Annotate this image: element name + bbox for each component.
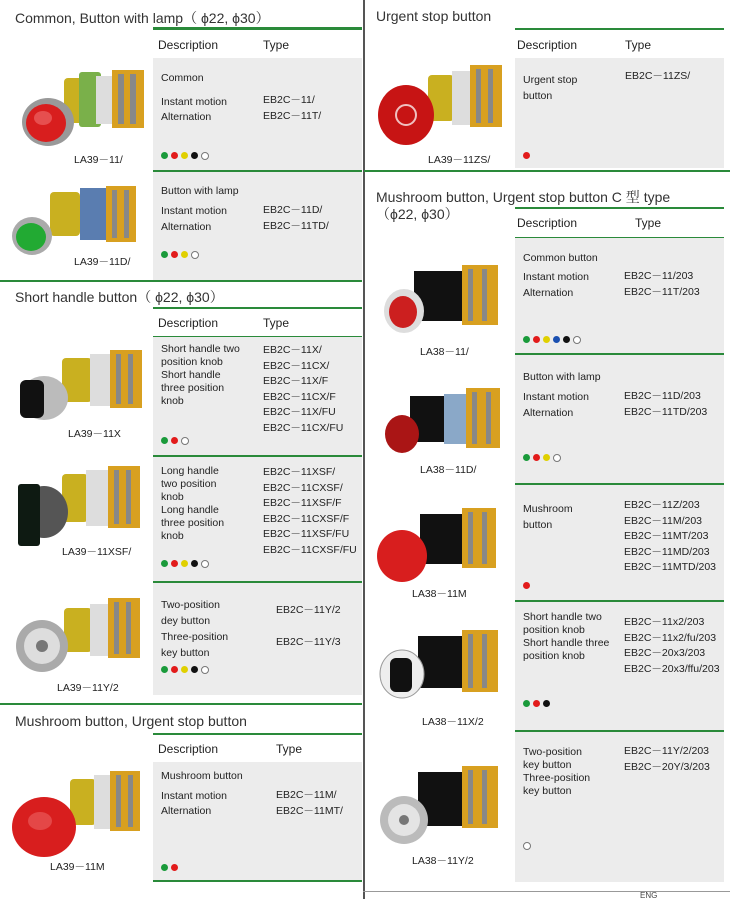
header-type: Type: [263, 316, 290, 330]
row-motion-label: Instant motion: [523, 271, 589, 283]
section-subtitle-size: （ϕ22, ϕ30）: [376, 206, 459, 222]
color-dot-green: [161, 251, 168, 258]
row-description: Long handle two position knob Long handle three position knob: [161, 465, 225, 542]
row-description: Common: [161, 72, 204, 84]
product-image-la38-11y2: [378, 760, 508, 850]
row-description: Mushroom button: [161, 770, 243, 782]
row-description: Two-position dey button Three-position key button: [161, 599, 229, 659]
table-header: [153, 28, 362, 60]
row-motion-label: Alternation: [161, 221, 212, 233]
table-header: [153, 307, 362, 338]
table-row: [153, 583, 362, 695]
section-title-mushroom-c-type: Mushroom button, Urgent stop button C 型 type: [376, 189, 671, 205]
color-dot-yellow: [181, 251, 188, 258]
type-code: EB2C－11X/: [263, 344, 322, 356]
color-options: [523, 152, 530, 159]
color-dot-yellow: [181, 666, 188, 673]
type-code: EB2C－11MT/: [276, 804, 343, 817]
product-image-la38-11m: [376, 500, 506, 585]
product-model-label: LA38－11M: [412, 588, 467, 600]
type-list: [624, 615, 720, 677]
type-list: [276, 788, 343, 819]
header-type: Type: [625, 38, 652, 52]
product-image-la39-11xsf: [12, 460, 152, 550]
header-description: Description: [517, 216, 578, 230]
type-code: EB2C－11CXSF/FU: [263, 543, 357, 556]
table-header: [153, 733, 362, 764]
row-motion-label: Instant motion: [161, 205, 227, 217]
product-model-label: LA39－11M: [50, 861, 105, 873]
type-code: EB2C－11M/: [276, 789, 337, 801]
row-motion-label: Instant motion: [523, 391, 589, 403]
product-image-la38-11: [380, 255, 505, 340]
row-motion-label: Instant motion: [161, 96, 227, 108]
product-model-label: LA38－11/: [420, 346, 469, 358]
type-code: EB2C－11CXSF/: [263, 481, 343, 494]
product-image-la38-11d: [380, 380, 505, 460]
color-options: [161, 437, 189, 445]
type-code: EB2C－11M/203: [624, 514, 703, 527]
table-row: [515, 355, 724, 483]
color-dot-green: [523, 336, 530, 343]
color-dot-green: [161, 666, 168, 673]
section-title-mushroom: Mushroom button, Urgent stop button: [15, 713, 247, 729]
type-code: EB2C－20Y/3/203: [624, 760, 710, 773]
type-code: EB2C－11/203: [624, 270, 694, 282]
type-code: EB2C－11TD/: [263, 219, 329, 232]
color-options: [161, 152, 209, 160]
product-image-la39-11x: [14, 340, 154, 425]
color-dot-white: [201, 152, 209, 160]
table-header: [515, 28, 724, 60]
color-dot-green: [161, 152, 168, 159]
product-model-label: LA39－11/: [74, 154, 123, 166]
section-divider: [364, 170, 730, 172]
color-dot-white: [553, 454, 561, 462]
color-dot-white: [573, 336, 581, 344]
color-dot-white: [201, 560, 209, 568]
type-list: [625, 69, 690, 85]
row-description: Short handle two position knob Short handle three position knob: [523, 611, 610, 662]
product-image-la39-11m: [10, 765, 150, 860]
header-description: Description: [517, 38, 578, 52]
color-dot-black: [543, 700, 550, 707]
color-options: [161, 666, 209, 674]
product-model-label: LA39－11Y/2: [57, 682, 119, 694]
color-options: [161, 864, 178, 871]
type-list: [624, 269, 700, 300]
color-dot-red: [171, 560, 178, 567]
row-motion-label: Alternation: [161, 805, 212, 817]
color-dot-red: [171, 251, 178, 258]
column-divider: [363, 0, 365, 899]
table-row: [153, 762, 362, 880]
product-model-label: LA39－11X: [68, 428, 121, 440]
type-code: EB2C－11Y/2: [276, 604, 341, 616]
color-dot-yellow: [181, 152, 188, 159]
table-row: [153, 58, 362, 170]
product-image-la39-11y2: [12, 590, 152, 680]
table-row: [515, 732, 724, 882]
color-dot-green: [161, 560, 168, 567]
row-description: Button with lamp: [523, 371, 601, 383]
color-options: [523, 336, 581, 344]
product-image-la38-11x2: [378, 622, 508, 707]
type-code: EB2C－20x3/203: [624, 647, 706, 659]
type-list: [624, 498, 716, 576]
product-model-label: LA38－11X/2: [422, 716, 484, 728]
type-code: EB2C－11D/203: [624, 390, 701, 402]
type-list: [624, 744, 710, 775]
type-code: EB2C－11MTD/203: [624, 561, 717, 573]
table-row: [515, 485, 724, 600]
table-row: [515, 58, 724, 168]
table-header: [515, 207, 724, 239]
table-row: [515, 602, 724, 730]
color-dot-yellow: [543, 454, 550, 461]
product-image-la39-11zs: [378, 55, 513, 155]
color-dot-red: [533, 700, 540, 707]
color-dot-blue: [553, 336, 560, 343]
type-code: EB2C－11CXSF/F: [263, 512, 350, 525]
type-code: EB2C－11Y/2/203: [624, 745, 710, 757]
type-code: EB2C－11X/FU: [263, 406, 336, 418]
header-description: Description: [158, 742, 219, 756]
color-dot-white: [201, 666, 209, 674]
row-divider: [153, 880, 362, 882]
type-code: EB2C－11CX/FU: [263, 421, 344, 434]
color-dot-black: [191, 152, 198, 159]
product-model-label: LA39－11ZS/: [428, 154, 491, 166]
color-dot-red: [171, 864, 178, 871]
row-description: Short handle two position knob Short handle three position knob: [161, 343, 240, 407]
color-dot-white: [523, 842, 531, 850]
color-dot-red: [533, 454, 540, 461]
color-dot-red: [171, 152, 178, 159]
type-code: EB2C－11MD/203: [624, 545, 710, 558]
section-title-urgent-stop: Urgent stop button: [376, 8, 492, 24]
row-description: Mushroom button: [523, 503, 573, 531]
section-divider: [0, 280, 362, 282]
header-type: Type: [263, 38, 290, 52]
color-dot-red: [171, 437, 178, 444]
type-list: [263, 203, 329, 234]
type-code: EB2C－11T/203: [624, 285, 700, 298]
color-dot-white: [181, 437, 189, 445]
type-code: EB2C－11CX/: [263, 359, 330, 372]
color-dot-red: [533, 336, 540, 343]
type-list: [263, 465, 357, 558]
product-model-label: LA39－11D/: [74, 256, 131, 268]
type-code: EB2C－11x2/fu/203: [624, 631, 717, 644]
color-dot-white: [191, 251, 199, 259]
color-dot-black: [563, 336, 570, 343]
table-row: [153, 457, 362, 581]
type-code: EB2C－11XSF/FU: [263, 528, 350, 540]
type-code: EB2C－11TD/203: [624, 405, 708, 418]
product-model-label: LA39－11XSF/: [62, 546, 132, 558]
row-description: Button with lamp: [161, 185, 239, 197]
type-code: EB2C－11MT/203: [624, 530, 709, 542]
row-motion-label: Alternation: [161, 111, 212, 123]
color-dot-red: [523, 152, 530, 159]
color-options: [161, 560, 209, 568]
color-dot-red: [523, 582, 530, 589]
type-code: EB2C－11XSF/: [263, 466, 336, 478]
header-type: Type: [635, 216, 662, 230]
type-list: [624, 389, 707, 420]
type-list: [276, 594, 341, 658]
row-description: Two-position key button Three-position key button: [523, 746, 591, 797]
table-row: [515, 238, 724, 353]
color-dot-green: [161, 437, 168, 444]
color-dot-green: [161, 864, 168, 871]
type-list: [263, 93, 321, 124]
type-code: EB2C－11T/: [263, 109, 322, 122]
header-description: Description: [158, 38, 219, 52]
product-image-la39-11d: [10, 178, 150, 258]
color-dot-red: [171, 666, 178, 673]
color-dot-yellow: [543, 336, 550, 343]
type-code: EB2C－11D/: [263, 204, 323, 216]
color-dot-green: [523, 700, 530, 707]
color-dot-black: [191, 666, 198, 673]
type-code: EB2C－11CX/F: [263, 390, 336, 403]
product-image-la39-11: [14, 60, 154, 155]
row-motion-label: Instant motion: [161, 790, 227, 802]
type-code: EB2C－11XSF/F: [263, 497, 342, 509]
product-model-label: LA38－11Y/2: [412, 855, 474, 867]
row-motion-label: Alternation: [523, 407, 574, 419]
color-options: [523, 454, 561, 462]
table-row: [153, 337, 362, 455]
section-divider: [0, 703, 362, 705]
row-description: Urgent stop button: [523, 74, 578, 102]
color-options: [523, 582, 530, 589]
color-dot-green: [523, 454, 530, 461]
type-code: EB2C－11Y/3: [276, 636, 341, 648]
product-model-label: LA38－11D/: [420, 464, 477, 476]
color-options: [523, 700, 550, 707]
color-options: [161, 251, 199, 259]
type-code: EB2C－11x2/203: [624, 616, 705, 628]
header-type: Type: [276, 742, 303, 756]
row-motion-label: Alternation: [523, 287, 574, 299]
section-title-short-handle: Short handle button（ ϕ22, ϕ30）: [15, 289, 224, 305]
header-description: Description: [158, 316, 219, 330]
section-title-common: Common, Button with lamp（ ϕ22, ϕ30）: [15, 10, 270, 26]
color-dot-yellow: [181, 560, 188, 567]
type-code: EB2C－20x3/ffu/203: [624, 662, 720, 675]
footer-divider: [363, 891, 730, 892]
type-code: EB2C－11X/F: [263, 375, 329, 387]
type-code: EB2C－11/: [263, 94, 315, 106]
footer-text: ENG: [640, 891, 658, 900]
row-description: Common button: [523, 252, 598, 264]
type-list: [263, 343, 343, 436]
type-code: EB2C－11Z/203: [624, 499, 700, 511]
color-dot-black: [191, 560, 198, 567]
color-options: [523, 842, 531, 850]
type-code: EB2C－11ZS/: [625, 70, 691, 82]
table-row: [153, 172, 362, 280]
